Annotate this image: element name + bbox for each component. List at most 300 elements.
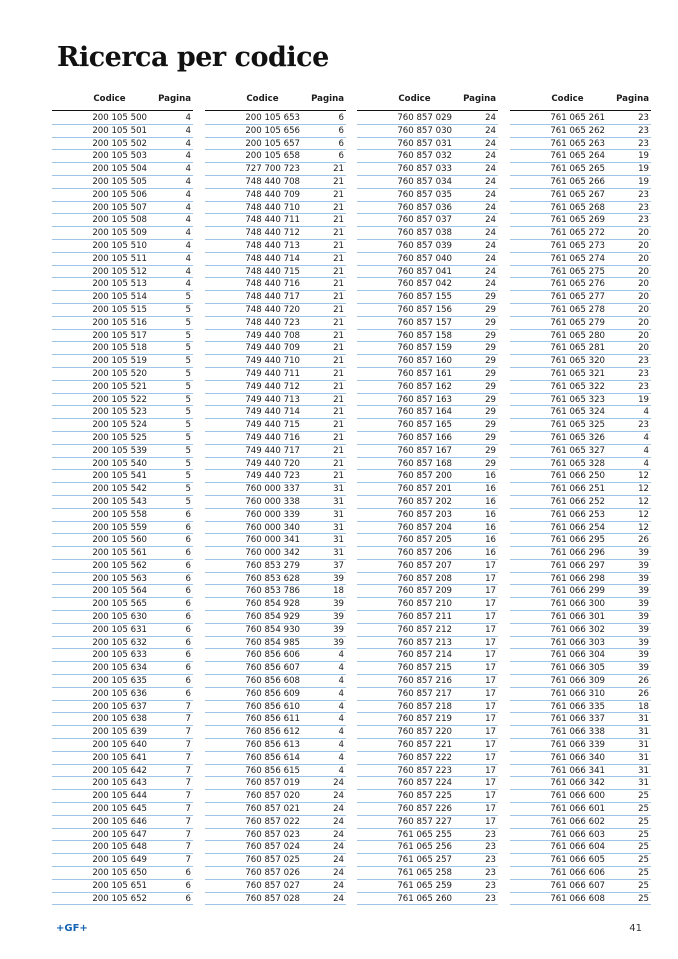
page-cell: 16 [485, 471, 496, 482]
page-cell: 4 [185, 113, 191, 123]
table-row [357, 777, 498, 790]
table-row [357, 125, 498, 138]
page-cell: 4 [338, 727, 344, 738]
code-cell: 749 440 711 [245, 368, 300, 379]
code-cell: 760 856 613 [245, 740, 300, 751]
code-cell: 761 066 603 [550, 829, 605, 840]
table-row [205, 624, 346, 637]
table-row [205, 394, 346, 407]
page-cell: 6 [185, 522, 191, 533]
code-cell: 200 105 521 [92, 381, 147, 392]
table-row [510, 777, 651, 790]
table-row [510, 649, 651, 662]
table-row [510, 214, 651, 227]
code-cell: 749 440 710 [245, 356, 300, 367]
table-row [357, 150, 498, 163]
table-row [510, 368, 651, 381]
table-row [205, 138, 346, 151]
code-cell: 761 065 324 [550, 407, 605, 418]
page-cell: 23 [485, 880, 496, 891]
code-cell: 760 857 024 [245, 842, 300, 853]
code-cell: 200 105 511 [92, 253, 147, 264]
page-cell: 16 [485, 535, 496, 546]
page-cell: 7 [185, 791, 191, 802]
table-row [52, 445, 193, 458]
code-cell: 200 105 500 [92, 113, 147, 123]
code-cell: 749 440 712 [245, 381, 300, 392]
code-cell: 761 066 253 [550, 509, 605, 520]
table-row [510, 227, 651, 240]
table-row [510, 330, 651, 343]
code-cell: 200 105 636 [92, 688, 147, 699]
page-header: Pagina [463, 94, 496, 104]
page-cell: 6 [185, 650, 191, 661]
table-row [205, 266, 346, 279]
page-cell: 24 [485, 202, 496, 213]
code-cell: 761 066 300 [550, 599, 605, 610]
table-row [205, 240, 346, 253]
code-cell: 760 856 607 [245, 663, 300, 674]
table-row [205, 649, 346, 662]
page-cell: 6 [185, 637, 191, 648]
code-cell: 760 853 628 [245, 573, 300, 584]
table-row [357, 637, 498, 650]
page-cell: 39 [638, 663, 649, 674]
code-cell: 760 856 610 [245, 701, 300, 712]
page-cell: 25 [638, 893, 649, 904]
table-row [52, 176, 193, 189]
table-row [52, 726, 193, 739]
page-cell: 26 [638, 535, 649, 546]
table-row [205, 227, 346, 240]
code-cell: 761 065 267 [550, 189, 605, 200]
table-row [205, 816, 346, 829]
code-cell: 200 105 502 [92, 138, 147, 149]
page-cell: 29 [485, 343, 496, 354]
page-cell: 21 [333, 394, 344, 405]
column-header [510, 94, 651, 111]
page-cell: 21 [333, 432, 344, 443]
code-cell: 760 857 167 [397, 445, 452, 456]
code-cell: 760 857 203 [397, 509, 452, 520]
code-cell: 761 065 257 [397, 855, 452, 866]
code-cell: 760 857 206 [397, 548, 452, 559]
code-cell: 760 857 221 [397, 740, 452, 751]
code-cell: 200 105 510 [92, 240, 147, 251]
page-cell: 20 [638, 304, 649, 315]
code-cell: 760 854 985 [245, 637, 300, 648]
page-cell: 31 [638, 778, 649, 789]
page-cell: 23 [485, 855, 496, 866]
table-row [357, 573, 498, 586]
table-row [357, 880, 498, 893]
code-cell: 761 065 326 [550, 432, 605, 443]
page-cell: 21 [333, 228, 344, 239]
table-row [52, 611, 193, 624]
page-cell: 26 [638, 688, 649, 699]
table-row [52, 841, 193, 854]
table-row [205, 458, 346, 471]
code-list [357, 112, 498, 905]
table-row [52, 649, 193, 662]
code-cell: 761 065 263 [550, 138, 605, 149]
table-row [52, 432, 193, 445]
table-row [357, 829, 498, 842]
code-cell: 748 440 715 [245, 266, 300, 277]
code-cell: 200 105 651 [92, 880, 147, 891]
table-row [357, 138, 498, 151]
code-cell: 760 857 210 [397, 599, 452, 610]
code-list [52, 112, 193, 905]
code-cell: 760 857 021 [245, 804, 300, 815]
table-row [357, 509, 498, 522]
table-row [357, 547, 498, 560]
page-cell: 23 [485, 842, 496, 853]
table-row [357, 726, 498, 739]
page-cell: 29 [485, 317, 496, 328]
code-cell: 761 066 338 [550, 727, 605, 738]
code-cell: 760 857 218 [397, 701, 452, 712]
table-row [510, 342, 651, 355]
table-row [510, 291, 651, 304]
table-row [52, 150, 193, 163]
page-cell: 17 [485, 688, 496, 699]
code-cell: 200 105 520 [92, 368, 147, 379]
code-cell: 200 105 630 [92, 612, 147, 623]
page-cell: 5 [185, 445, 191, 456]
table-row [357, 765, 498, 778]
code-cell: 760 857 026 [245, 868, 300, 879]
table-row [52, 713, 193, 726]
code-cell: 760 857 159 [397, 343, 452, 354]
table-row [52, 419, 193, 432]
table-row [52, 342, 193, 355]
page-cell: 24 [333, 868, 344, 879]
page-cell: 20 [638, 240, 649, 251]
code-cell: 760 857 226 [397, 804, 452, 815]
table-row [52, 189, 193, 202]
table-row [357, 381, 498, 394]
code-cell: 760 856 615 [245, 765, 300, 776]
page-cell: 31 [333, 522, 344, 533]
table-row [205, 470, 346, 483]
code-cell: 760 857 028 [245, 893, 300, 904]
page-cell: 4 [338, 752, 344, 763]
code-cell: 200 105 542 [92, 484, 147, 495]
code-cell: 200 105 645 [92, 804, 147, 815]
code-cell: 761 066 337 [550, 714, 605, 725]
table-row [205, 432, 346, 445]
page-cell: 4 [338, 765, 344, 776]
page-cell: 21 [333, 381, 344, 392]
page-cell: 29 [485, 420, 496, 431]
table-row [52, 803, 193, 816]
page-cell: 24 [333, 880, 344, 891]
code-cell: 749 440 716 [245, 432, 300, 443]
code-cell: 200 105 509 [92, 228, 147, 239]
page-cell: 17 [485, 714, 496, 725]
code-cell: 749 440 723 [245, 471, 300, 482]
page-cell: 4 [338, 663, 344, 674]
table-row [52, 701, 193, 714]
code-cell: 760 857 034 [397, 176, 452, 187]
table-row [205, 688, 346, 701]
table-row [205, 662, 346, 675]
table-row [205, 355, 346, 368]
table-row [510, 688, 651, 701]
table-row [357, 342, 498, 355]
page-cell: 20 [638, 317, 649, 328]
code-cell: 760 857 040 [397, 253, 452, 264]
code-cell: 761 065 277 [550, 292, 605, 303]
table-row [357, 419, 498, 432]
table-row [510, 355, 651, 368]
code-cell: 760 857 030 [397, 125, 452, 136]
code-cell: 761 066 607 [550, 880, 605, 891]
code-cell: 748 440 713 [245, 240, 300, 251]
page-cell: 31 [638, 740, 649, 751]
table-row [510, 189, 651, 202]
table-row [52, 394, 193, 407]
code-cell: 761 065 278 [550, 304, 605, 315]
page-cell: 17 [485, 816, 496, 827]
page-cell: 17 [485, 804, 496, 815]
code-cell: 200 105 513 [92, 279, 147, 290]
code-cell: 761 066 254 [550, 522, 605, 533]
page-cell: 31 [638, 727, 649, 738]
page-cell: 4 [185, 189, 191, 200]
page-cell: 18 [333, 586, 344, 597]
table-row [357, 662, 498, 675]
code-cell: 761 065 325 [550, 420, 605, 431]
page-cell: 4 [185, 240, 191, 251]
table-row [205, 803, 346, 816]
table-row [205, 419, 346, 432]
code-cell: 760 857 163 [397, 394, 452, 405]
code-cell: 760 857 225 [397, 791, 452, 802]
code-cell: 761 065 269 [550, 215, 605, 226]
page-cell: 29 [485, 368, 496, 379]
table-row [52, 214, 193, 227]
code-cell: 760 857 032 [397, 151, 452, 162]
code-cell: 761 066 602 [550, 816, 605, 827]
table-row [510, 662, 651, 675]
code-cell: 748 440 711 [245, 215, 300, 226]
table-row [52, 240, 193, 253]
code-cell: 761 065 279 [550, 317, 605, 328]
page-cell: 23 [638, 356, 649, 367]
page-cell: 6 [185, 676, 191, 687]
page-cell: 24 [333, 842, 344, 853]
page-cell: 24 [333, 893, 344, 904]
page-cell: 17 [485, 791, 496, 802]
code-cell: 761 066 342 [550, 778, 605, 789]
table-row [510, 867, 651, 880]
table-row [205, 342, 346, 355]
code-cell: 761 066 608 [550, 893, 605, 904]
table-row [205, 150, 346, 163]
code-list [510, 112, 651, 905]
code-cell: 200 105 524 [92, 420, 147, 431]
table-row [52, 304, 193, 317]
code-cell: 760 857 035 [397, 189, 452, 200]
code-cell: 760 857 202 [397, 496, 452, 507]
code-cell: 761 066 303 [550, 637, 605, 648]
page-cell: 25 [638, 829, 649, 840]
table-row [52, 406, 193, 419]
code-cell: 761 066 335 [550, 701, 605, 712]
table-row [205, 317, 346, 330]
page-cell: 24 [333, 855, 344, 866]
page-cell: 4 [338, 650, 344, 661]
column-header [52, 94, 193, 111]
code-cell: 760 857 214 [397, 650, 452, 661]
table-row [510, 880, 651, 893]
page-cell: 21 [333, 202, 344, 213]
page-cell: 23 [485, 868, 496, 879]
page-cell: 4 [338, 688, 344, 699]
table-row [52, 125, 193, 138]
code-cell: 200 105 560 [92, 535, 147, 546]
code-cell: 760 857 205 [397, 535, 452, 546]
code-cell: 200 105 631 [92, 624, 147, 635]
page-cell: 6 [338, 125, 344, 136]
table-row [52, 777, 193, 790]
code-cell: 748 440 714 [245, 253, 300, 264]
page-cell: 6 [185, 573, 191, 584]
table-row [52, 163, 193, 176]
table-row [357, 483, 498, 496]
code-cell: 760 000 339 [245, 509, 300, 520]
page-cell: 4 [338, 701, 344, 712]
code-cell: 760 854 930 [245, 624, 300, 635]
page-cell: 23 [638, 113, 649, 123]
page-cell: 16 [485, 484, 496, 495]
code-cell: 200 105 518 [92, 343, 147, 354]
page-cell: 6 [185, 509, 191, 520]
table-row [357, 752, 498, 765]
table-row [205, 112, 346, 125]
column-header [205, 94, 346, 111]
table-row [52, 624, 193, 637]
code-cell: 760 857 223 [397, 765, 452, 776]
code-cell: 727 700 723 [245, 164, 300, 175]
code-cell: 760 857 027 [245, 880, 300, 891]
code-cell: 200 105 523 [92, 407, 147, 418]
table-row [510, 598, 651, 611]
code-column-2 [205, 94, 346, 905]
table-row [357, 394, 498, 407]
page-cell: 20 [638, 253, 649, 264]
code-cell: 749 440 714 [245, 407, 300, 418]
code-cell: 761 065 323 [550, 394, 605, 405]
code-cell: 761 066 339 [550, 740, 605, 751]
code-cell: 761 065 258 [397, 868, 452, 879]
page-cell: 24 [333, 816, 344, 827]
table-row [52, 816, 193, 829]
page-cell: 4 [185, 266, 191, 277]
table-row [205, 573, 346, 586]
page-cell: 24 [333, 804, 344, 815]
table-row [357, 458, 498, 471]
page-cell: 7 [185, 778, 191, 789]
table-row [510, 624, 651, 637]
table-row [52, 829, 193, 842]
table-row [52, 752, 193, 765]
page-cell: 16 [485, 509, 496, 520]
table-row [52, 893, 193, 906]
page-cell: 17 [485, 676, 496, 687]
table-row [357, 841, 498, 854]
page-cell: 24 [485, 125, 496, 136]
table-row [205, 893, 346, 906]
code-cell: 760 854 928 [245, 599, 300, 610]
code-cell: 748 440 717 [245, 292, 300, 303]
page-cell: 6 [338, 113, 344, 123]
page-cell: 24 [485, 138, 496, 149]
table-row [357, 867, 498, 880]
code-cell: 200 105 539 [92, 445, 147, 456]
page-cell: 29 [485, 381, 496, 392]
table-row [357, 317, 498, 330]
code-cell: 761 066 251 [550, 484, 605, 495]
code-cell: 760 857 208 [397, 573, 452, 584]
code-cell: 200 105 656 [245, 125, 300, 136]
code-cell: 760 857 211 [397, 612, 452, 623]
table-row [52, 330, 193, 343]
code-cell: 761 066 299 [550, 586, 605, 597]
table-row [52, 688, 193, 701]
code-cell: 760 857 204 [397, 522, 452, 533]
table-row [205, 509, 346, 522]
page-cell: 21 [333, 317, 344, 328]
page-cell: 6 [338, 151, 344, 162]
code-cell: 760 857 019 [245, 778, 300, 789]
page-cell: 5 [185, 343, 191, 354]
page-cell: 4 [643, 458, 649, 469]
code-cell: 749 440 709 [245, 343, 300, 354]
code-cell: 760 853 786 [245, 586, 300, 597]
page-cell: 25 [638, 880, 649, 891]
page-cell: 6 [185, 599, 191, 610]
code-cell: 760 000 340 [245, 522, 300, 533]
page-cell: 7 [185, 842, 191, 853]
page-cell: 17 [485, 663, 496, 674]
table-row [357, 432, 498, 445]
page-cell: 7 [185, 829, 191, 840]
page-cell: 5 [185, 304, 191, 315]
table-row [510, 816, 651, 829]
page-cell: 7 [185, 765, 191, 776]
code-cell: 760 857 041 [397, 266, 452, 277]
page-cell: 21 [333, 343, 344, 354]
page-cell: 24 [333, 778, 344, 789]
code-cell: 749 440 708 [245, 330, 300, 341]
page-cell: 23 [638, 138, 649, 149]
code-cell: 760 857 220 [397, 727, 452, 738]
table-row [52, 598, 193, 611]
page-cell: 7 [185, 752, 191, 763]
code-cell: 200 105 508 [92, 215, 147, 226]
code-cell: 748 440 720 [245, 304, 300, 315]
page-cell: 29 [485, 304, 496, 315]
page-cell: 6 [185, 612, 191, 623]
code-cell: 760 857 216 [397, 676, 452, 687]
code-cell: 200 105 642 [92, 765, 147, 776]
page-cell: 24 [485, 266, 496, 277]
page-cell: 39 [333, 637, 344, 648]
page-cell: 5 [185, 292, 191, 303]
